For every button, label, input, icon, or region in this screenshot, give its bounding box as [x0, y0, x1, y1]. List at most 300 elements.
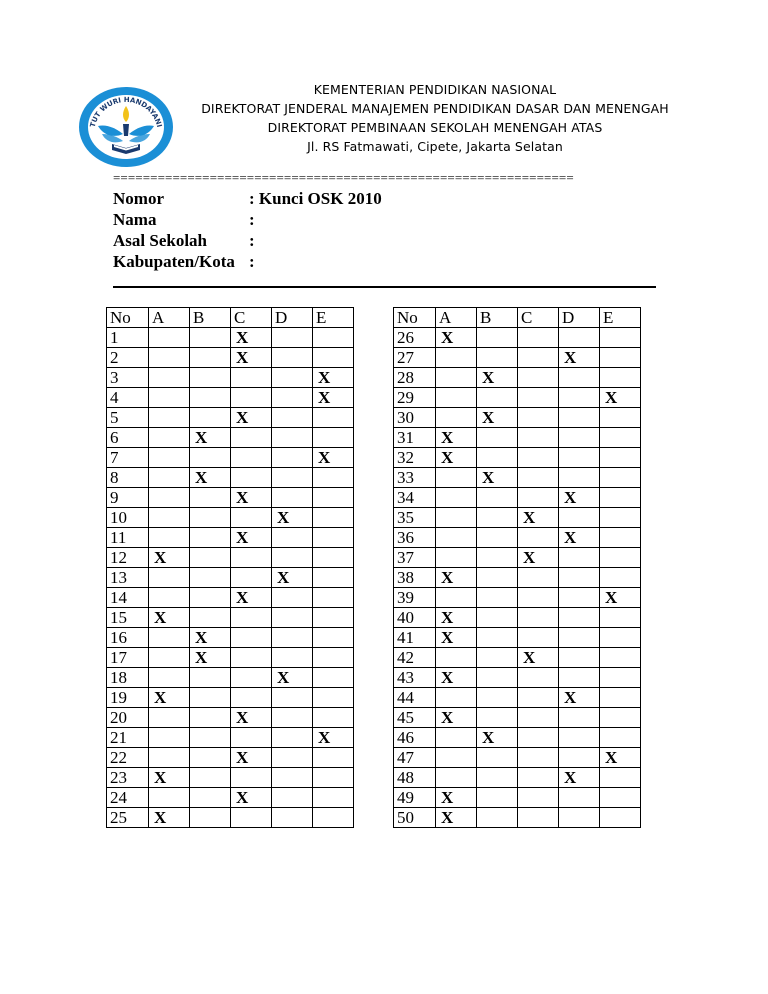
answer-cell-a: [149, 488, 190, 508]
answer-cell-e: [313, 788, 354, 808]
question-number: 47: [394, 748, 436, 768]
header-a: A: [149, 308, 190, 328]
answer-cell-a: [149, 708, 190, 728]
answer-cell-a: X: [436, 608, 477, 628]
answer-cell-d: [559, 748, 600, 768]
answer-cell-c: X: [231, 708, 272, 728]
question-number: 34: [394, 488, 436, 508]
question-number: 27: [394, 348, 436, 368]
question-number: 31: [394, 428, 436, 448]
answer-cell-b: [190, 748, 231, 768]
answer-cell-d: [272, 728, 313, 748]
answer-cell-e: [313, 548, 354, 568]
answer-cell-b: [190, 728, 231, 748]
answer-cell-e: [600, 468, 641, 488]
answer-cell-c: X: [518, 508, 559, 528]
answer-cell-a: [149, 628, 190, 648]
answer-cell-d: [559, 548, 600, 568]
answer-cell-b: [190, 508, 231, 528]
answer-cell-c: [518, 768, 559, 788]
answer-cell-a: X: [436, 628, 477, 648]
answer-cell-a: X: [436, 708, 477, 728]
table-row: [394, 548, 641, 568]
question-number: 17: [107, 648, 149, 668]
table-row: [394, 648, 641, 668]
answer-cell-b: X: [190, 428, 231, 448]
table-row: [107, 448, 354, 468]
answer-cell-a: [436, 548, 477, 568]
table-row: [394, 468, 641, 488]
answer-cell-c: [231, 668, 272, 688]
table-row: [394, 728, 641, 748]
answer-cell-e: [600, 548, 641, 568]
question-number: 41: [394, 628, 436, 648]
answer-cell-c: X: [231, 328, 272, 348]
answer-cell-e: [313, 528, 354, 548]
answer-cell-a: X: [436, 788, 477, 808]
answer-cell-e: [600, 368, 641, 388]
table-row: [394, 508, 641, 528]
answer-cell-a: [149, 428, 190, 448]
answer-cell-c: [518, 408, 559, 428]
answer-cell-c: [231, 648, 272, 668]
table-row: [107, 408, 354, 428]
answer-cell-b: [190, 568, 231, 588]
question-number: 13: [107, 568, 149, 588]
answer-cell-d: [559, 648, 600, 668]
answer-cell-e: [600, 488, 641, 508]
question-number: 39: [394, 588, 436, 608]
answer-cell-b: [190, 388, 231, 408]
table-row: [394, 408, 641, 428]
answer-cell-b: [477, 628, 518, 648]
answer-cell-c: [518, 668, 559, 688]
answer-cell-a: [436, 588, 477, 608]
answer-cell-c: X: [518, 548, 559, 568]
header-c: C: [518, 308, 559, 328]
horizontal-rule: [113, 286, 656, 288]
answer-cell-e: [313, 468, 354, 488]
table-row: [107, 788, 354, 808]
answer-cell-d: [272, 388, 313, 408]
answer-cell-b: [477, 588, 518, 608]
answer-cell-a: X: [436, 328, 477, 348]
answer-cell-b: [190, 588, 231, 608]
table-row: [107, 568, 354, 588]
answer-cell-d: X: [559, 348, 600, 368]
answer-cell-d: [272, 628, 313, 648]
answer-cell-c: [518, 528, 559, 548]
answer-cell-a: X: [149, 688, 190, 708]
answer-cell-c: [518, 588, 559, 608]
answer-cell-b: X: [477, 368, 518, 388]
table-row: [394, 748, 641, 768]
question-number: 4: [107, 388, 149, 408]
answer-cell-e: [600, 448, 641, 468]
header-b: B: [190, 308, 231, 328]
answer-cell-d: [272, 348, 313, 368]
question-number: 42: [394, 648, 436, 668]
answer-cell-e: X: [313, 388, 354, 408]
tut-wuri-handayani-logo-icon: [78, 84, 174, 168]
question-number: 23: [107, 768, 149, 788]
answer-cell-e: [600, 788, 641, 808]
answer-cell-b: [190, 488, 231, 508]
table-row: [394, 448, 641, 468]
answer-cell-a: [149, 508, 190, 528]
table-row: [394, 668, 641, 688]
answer-cell-b: [190, 528, 231, 548]
table-row: [107, 428, 354, 448]
table-row: [107, 328, 354, 348]
answer-cell-d: [559, 368, 600, 388]
answer-cell-d: [272, 688, 313, 708]
answer-cell-d: [559, 628, 600, 648]
answer-cell-a: X: [436, 448, 477, 468]
answer-cell-d: [272, 708, 313, 728]
answer-cell-e: [600, 408, 641, 428]
answer-cell-d: [559, 508, 600, 528]
answer-cell-a: [436, 528, 477, 548]
question-number: 29: [394, 388, 436, 408]
answer-cell-d: [559, 388, 600, 408]
answer-cell-c: [231, 428, 272, 448]
answer-cell-a: [436, 408, 477, 428]
answer-cell-b: [477, 608, 518, 628]
answer-cell-a: [436, 468, 477, 488]
answer-cell-c: X: [231, 528, 272, 548]
question-number: 33: [394, 468, 436, 488]
answer-cell-b: [477, 688, 518, 708]
directorate: DIREKTORAT PEMBINAAN SEKOLAH MENENGAH ATAS: [267, 120, 603, 135]
question-number: 5: [107, 408, 149, 428]
answer-cell-b: [190, 668, 231, 688]
answer-cell-b: [477, 568, 518, 588]
answer-cell-a: [436, 728, 477, 748]
answer-cell-a: [149, 648, 190, 668]
answer-cell-a: [149, 588, 190, 608]
answer-table-left: [106, 307, 354, 828]
question-number: 3: [107, 368, 149, 388]
answer-cell-c: [231, 568, 272, 588]
answer-cell-d: [559, 408, 600, 428]
question-number: 22: [107, 748, 149, 768]
answer-cell-b: [477, 748, 518, 768]
answer-cell-d: [559, 668, 600, 688]
answer-cell-b: [477, 488, 518, 508]
question-number: 11: [107, 528, 149, 548]
table-row: [107, 628, 354, 648]
answer-cell-e: [600, 348, 641, 368]
table-row: [107, 588, 354, 608]
answer-cell-e: [313, 428, 354, 448]
answer-cell-a: [149, 788, 190, 808]
answer-cell-d: [272, 748, 313, 768]
question-number: 9: [107, 488, 149, 508]
question-number: 43: [394, 668, 436, 688]
answer-cell-c: [231, 608, 272, 628]
table-header-row: [107, 308, 354, 328]
question-number: 40: [394, 608, 436, 628]
answer-cell-c: [231, 448, 272, 468]
header-no: No: [394, 308, 436, 328]
question-number: 21: [107, 728, 149, 748]
answer-cell-e: [313, 668, 354, 688]
table-row: [107, 368, 354, 388]
answer-cell-d: [559, 328, 600, 348]
answer-cell-b: [477, 528, 518, 548]
answer-cell-b: [190, 348, 231, 368]
table-row: [394, 328, 641, 348]
answer-cell-e: [600, 428, 641, 448]
answer-cell-b: [477, 668, 518, 688]
answer-cell-c: [231, 688, 272, 708]
answer-cell-d: X: [559, 768, 600, 788]
answer-cell-b: X: [190, 628, 231, 648]
answer-cell-a: X: [149, 548, 190, 568]
answer-cell-c: [518, 348, 559, 368]
answer-cell-b: [190, 608, 231, 628]
answer-cell-a: [436, 768, 477, 788]
answer-cell-a: [149, 388, 190, 408]
answer-cell-e: [313, 408, 354, 428]
table-row: [394, 388, 641, 408]
answer-cell-e: [600, 728, 641, 748]
answer-table-right: [393, 307, 641, 828]
answer-cell-d: [272, 468, 313, 488]
question-number: 7: [107, 448, 149, 468]
answer-cell-d: [272, 788, 313, 808]
answer-cell-b: X: [477, 728, 518, 748]
header-d: D: [559, 308, 600, 328]
answer-cell-b: [190, 548, 231, 568]
table-row: [394, 528, 641, 548]
answer-cell-b: X: [477, 468, 518, 488]
answer-cell-c: X: [231, 788, 272, 808]
header-no: No: [107, 308, 149, 328]
answer-cell-e: [600, 688, 641, 708]
answer-cell-c: X: [231, 488, 272, 508]
table-row: [394, 348, 641, 368]
field-value: :: [249, 210, 255, 229]
answer-cell-c: [518, 448, 559, 468]
table-row: [107, 748, 354, 768]
answer-cell-d: [272, 408, 313, 428]
table-row: [107, 768, 354, 788]
question-number: 12: [107, 548, 149, 568]
ministry-name: KEMENTERIAN PENDIDIKAN NASIONAL: [313, 82, 557, 97]
field-value: :: [249, 231, 255, 250]
question-number: 10: [107, 508, 149, 528]
answer-cell-d: [272, 368, 313, 388]
answer-cell-d: [272, 488, 313, 508]
header-e: E: [313, 308, 354, 328]
table-row: [107, 468, 354, 488]
answer-cell-e: [600, 808, 641, 828]
header-e: E: [600, 308, 641, 328]
answer-cell-a: [436, 348, 477, 368]
answer-cell-b: [477, 328, 518, 348]
question-number: 45: [394, 708, 436, 728]
question-number: 48: [394, 768, 436, 788]
question-number: 44: [394, 688, 436, 708]
answer-cell-b: [190, 808, 231, 828]
question-number: 49: [394, 788, 436, 808]
table-row: [107, 808, 354, 828]
answer-cell-a: X: [436, 568, 477, 588]
table-row: [394, 428, 641, 448]
answer-cell-e: [313, 508, 354, 528]
answer-cell-c: [231, 368, 272, 388]
answer-cell-c: [518, 748, 559, 768]
answer-cell-a: [436, 748, 477, 768]
answer-cell-a: [149, 468, 190, 488]
field-value: : Kunci OSK 2010: [249, 189, 382, 208]
question-number: 19: [107, 688, 149, 708]
answer-cell-d: [559, 448, 600, 468]
answer-cell-b: [190, 688, 231, 708]
answer-cell-d: [559, 468, 600, 488]
question-number: 50: [394, 808, 436, 828]
answer-cell-e: X: [600, 388, 641, 408]
answer-cell-b: [477, 808, 518, 828]
answer-cell-a: X: [149, 768, 190, 788]
answer-cell-d: X: [559, 688, 600, 708]
answer-cell-d: [272, 768, 313, 788]
answer-cell-a: [436, 368, 477, 388]
question-number: 37: [394, 548, 436, 568]
answer-cell-c: [518, 488, 559, 508]
answer-cell-e: [313, 488, 354, 508]
answer-cell-d: [272, 448, 313, 468]
answer-cell-e: [600, 528, 641, 548]
question-number: 35: [394, 508, 436, 528]
answer-cell-c: [518, 728, 559, 748]
answer-cell-d: [272, 548, 313, 568]
header-d: D: [272, 308, 313, 328]
answer-cell-d: [272, 428, 313, 448]
question-number: 15: [107, 608, 149, 628]
answer-cell-a: [436, 508, 477, 528]
answer-cell-b: [477, 508, 518, 528]
answer-cell-e: [313, 348, 354, 368]
question-number: 32: [394, 448, 436, 468]
question-number: 26: [394, 328, 436, 348]
answer-cell-c: [231, 548, 272, 568]
answer-cell-c: X: [231, 348, 272, 368]
answer-cell-e: [313, 708, 354, 728]
table-row: [107, 728, 354, 748]
answer-cell-a: X: [436, 808, 477, 828]
answer-cell-c: [518, 808, 559, 828]
answer-cell-a: X: [149, 608, 190, 628]
table-row: [107, 648, 354, 668]
table-row: [394, 568, 641, 588]
question-number: 18: [107, 668, 149, 688]
answer-cell-b: [190, 368, 231, 388]
answer-cell-b: [477, 428, 518, 448]
answer-cell-a: [149, 668, 190, 688]
field-label: Kabupaten/Kota: [113, 252, 235, 271]
question-number: 24: [107, 788, 149, 808]
field-label: Nomor: [113, 189, 164, 208]
answer-cell-e: [313, 648, 354, 668]
answer-cell-c: [231, 728, 272, 748]
answer-cell-e: [600, 668, 641, 688]
answer-cell-d: [272, 328, 313, 348]
answer-cell-b: [477, 788, 518, 808]
answer-cell-e: [313, 608, 354, 628]
answer-cell-e: X: [313, 728, 354, 748]
answer-cell-d: X: [272, 568, 313, 588]
header-b: B: [477, 308, 518, 328]
answer-cell-e: [313, 628, 354, 648]
answer-cell-b: X: [190, 468, 231, 488]
answer-cell-e: [600, 328, 641, 348]
answer-cell-b: [190, 768, 231, 788]
answer-cell-c: [518, 368, 559, 388]
answer-cell-e: [313, 588, 354, 608]
answer-cell-a: [436, 648, 477, 668]
table-row: [394, 768, 641, 788]
answer-cell-a: [149, 528, 190, 548]
answer-cell-c: [518, 428, 559, 448]
answer-cell-b: [477, 708, 518, 728]
answer-rows-left: [107, 328, 354, 828]
question-number: 28: [394, 368, 436, 388]
table-row: [394, 688, 641, 708]
question-number: 36: [394, 528, 436, 548]
answer-cell-d: [272, 528, 313, 548]
answer-cell-b: [477, 548, 518, 568]
answer-cell-e: [313, 768, 354, 788]
answer-cell-c: [231, 508, 272, 528]
answer-cell-a: [436, 388, 477, 408]
answer-cell-a: [436, 488, 477, 508]
answer-cell-b: [190, 708, 231, 728]
header-a: A: [436, 308, 477, 328]
answer-cell-e: [313, 748, 354, 768]
letterhead: [180, 80, 690, 156]
answer-cell-c: [518, 328, 559, 348]
answer-cell-d: X: [272, 508, 313, 528]
answer-cell-b: [190, 788, 231, 808]
answer-cell-d: X: [272, 668, 313, 688]
answer-cell-c: [518, 608, 559, 628]
answer-cell-e: [313, 328, 354, 348]
answer-cell-c: X: [518, 648, 559, 668]
answer-cell-e: [313, 688, 354, 708]
answer-cell-c: [518, 688, 559, 708]
field-label: Asal Sekolah: [113, 231, 207, 250]
answer-cell-c: [231, 768, 272, 788]
answer-cell-a: [149, 568, 190, 588]
answer-cell-b: X: [190, 648, 231, 668]
answer-cell-b: [477, 768, 518, 788]
answer-cell-e: [313, 568, 354, 588]
table-header-row: [394, 308, 641, 328]
table-row: [107, 688, 354, 708]
table-row: [107, 528, 354, 548]
answer-cell-b: [190, 408, 231, 428]
question-number: 8: [107, 468, 149, 488]
field-label: Nama: [113, 210, 157, 229]
table-row: [394, 488, 641, 508]
answer-cell-b: [477, 388, 518, 408]
field-value: :: [249, 252, 255, 271]
answer-cell-e: [600, 648, 641, 668]
answer-cell-e: X: [313, 448, 354, 468]
